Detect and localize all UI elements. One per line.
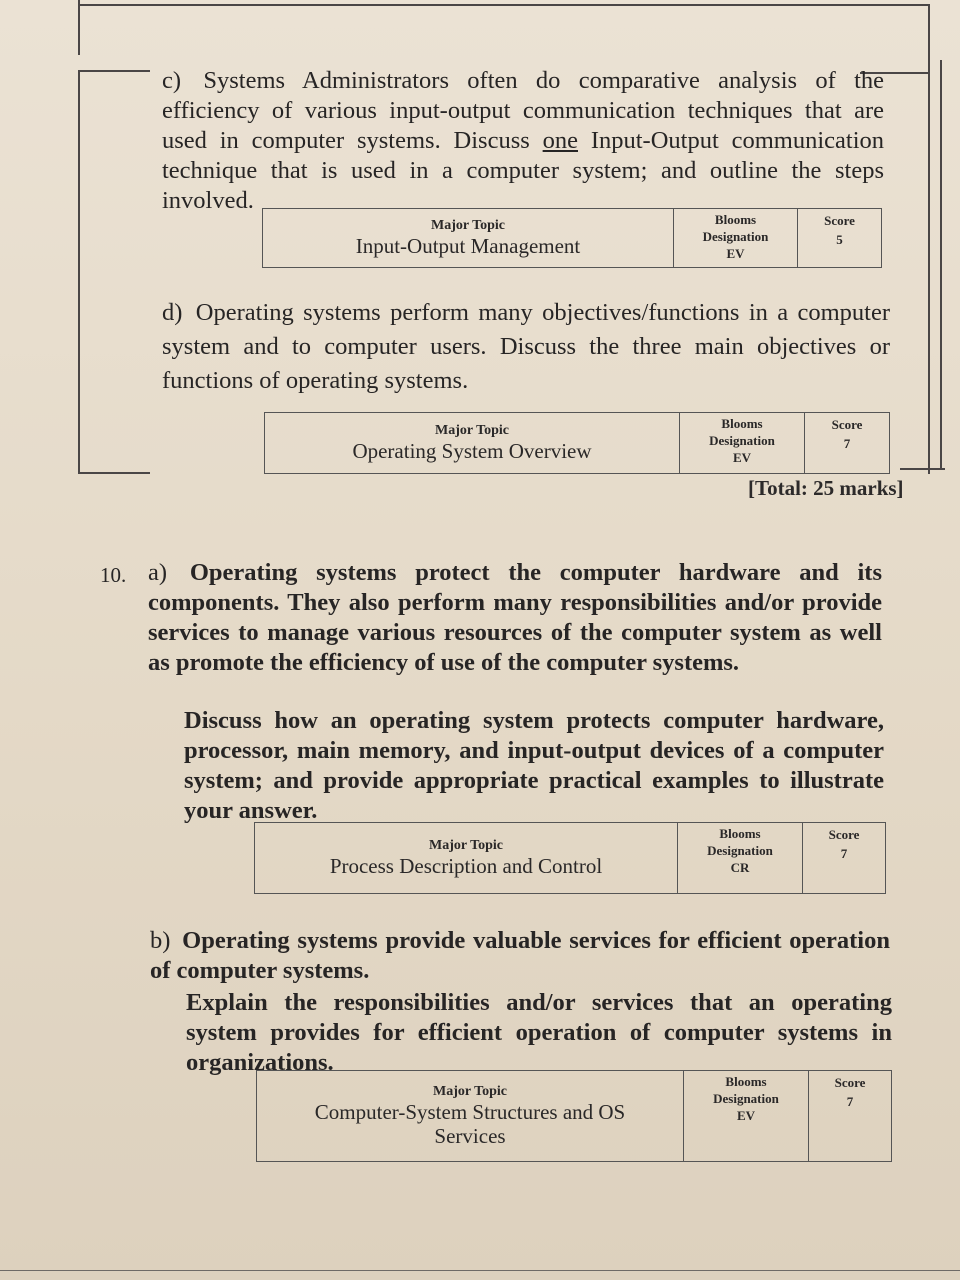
right-border-line bbox=[928, 4, 930, 474]
blooms-designation-value: CR bbox=[730, 859, 750, 875]
blooms-label: Blooms bbox=[719, 826, 761, 841]
question-emphasis: one bbox=[542, 127, 578, 154]
question-label: c) bbox=[162, 67, 182, 94]
section-divider-line bbox=[80, 70, 150, 72]
question-d bbox=[162, 296, 890, 398]
top-border-line bbox=[78, 4, 930, 6]
score-label: Score bbox=[834, 1075, 866, 1090]
question-text: Operating systems provide valuable services for efficient operation of computer systems. bbox=[150, 927, 890, 984]
score-value: 7 bbox=[840, 845, 848, 861]
major-topic-cell bbox=[255, 823, 678, 893]
major-topic-label: Major Topic bbox=[428, 837, 504, 853]
bottom-divider-line bbox=[0, 1270, 960, 1271]
blooms-designation-value: EV bbox=[726, 245, 745, 261]
major-topic-label: Major Topic bbox=[430, 217, 506, 233]
section-divider-line bbox=[80, 472, 150, 474]
question-label: b) bbox=[150, 927, 171, 954]
question-number: 10. bbox=[100, 563, 127, 587]
question-c bbox=[162, 66, 884, 216]
blooms-cell bbox=[680, 413, 805, 473]
blooms-label: Blooms bbox=[714, 212, 757, 227]
major-topic-value: Process Description and Control bbox=[329, 853, 603, 878]
designation-label: Designation bbox=[702, 228, 769, 244]
score-label: Score bbox=[831, 417, 863, 432]
question-text: Explain the responsibilities and/or services that an operating system provides for efficient operation of computer systems in organizations. bbox=[186, 989, 892, 1076]
blooms-designation-value: EV bbox=[732, 449, 752, 465]
question-d-meta-table bbox=[264, 412, 890, 474]
score-cell bbox=[798, 209, 881, 267]
question-10b bbox=[150, 926, 890, 986]
question-c-meta-table bbox=[262, 208, 882, 268]
question-text: Discuss how an operating system protects computer hardware, processor, main memory, and input-output devices of a computer system; and provide appropriate practical examples to illustrate your answer. bbox=[184, 707, 884, 824]
question-10b-part2 bbox=[186, 988, 892, 1078]
question-text-after: Input-Output communication technique that is used in a computer system; and outline the steps involved. bbox=[162, 127, 885, 214]
blooms-label: Blooms bbox=[725, 1074, 767, 1089]
question-text: Operating systems perform many objectives/functions in a computer system and to computer users. Discuss the three main objectives or functions of operating systems. bbox=[162, 299, 891, 394]
question-text: Systems Administrators often do comparative analysis of the efficiency of various input-output communication techniques that are used in computer systems. Discuss bbox=[162, 67, 884, 154]
question-10a bbox=[148, 558, 882, 678]
left-border-line bbox=[78, 70, 80, 474]
blooms-cell bbox=[678, 823, 803, 893]
score-value: 7 bbox=[843, 435, 851, 451]
score-value: 5 bbox=[836, 231, 843, 247]
score-label: Score bbox=[828, 827, 860, 842]
designation-label: Designation bbox=[709, 432, 775, 448]
score-value: 7 bbox=[846, 1093, 854, 1109]
blooms-cell bbox=[674, 209, 798, 267]
score-cell bbox=[803, 823, 885, 893]
score-cell bbox=[805, 413, 889, 473]
major-topic-value: Operating System Overview bbox=[352, 438, 592, 463]
major-topic-cell bbox=[257, 1071, 684, 1161]
blooms-cell bbox=[684, 1071, 809, 1161]
section-divider-line bbox=[900, 468, 945, 470]
question-label: d) bbox=[162, 299, 183, 326]
question-10b-meta-table bbox=[256, 1070, 892, 1162]
score-label: Score bbox=[824, 213, 855, 228]
question-label: a) bbox=[148, 559, 168, 586]
right-border-line bbox=[940, 60, 942, 470]
question-10a-meta-table bbox=[254, 822, 886, 894]
question-10a-part2 bbox=[184, 706, 884, 826]
designation-label: Designation bbox=[713, 1090, 779, 1106]
designation-label: Designation bbox=[707, 842, 773, 858]
blooms-designation-value: EV bbox=[736, 1107, 756, 1123]
major-topic-label: Major Topic bbox=[432, 1083, 508, 1099]
major-topic-value: Computer-System Structures and OS Services bbox=[314, 1099, 626, 1149]
major-topic-cell bbox=[263, 209, 674, 267]
score-cell bbox=[809, 1071, 891, 1161]
total-marks: [Total: 25 marks] bbox=[748, 476, 904, 500]
top-border-line bbox=[78, 0, 80, 55]
blooms-label: Blooms bbox=[721, 416, 763, 431]
major-topic-value: Input-Output Management bbox=[355, 233, 581, 258]
question-text: Operating systems protect the computer hardware and its components. They also perform many responsibilities and/or provide services to manage various resources of the computer system as well as promote the efficiency of use of the computer systems. bbox=[148, 559, 882, 676]
major-topic-cell bbox=[265, 413, 680, 473]
major-topic-label: Major Topic bbox=[434, 422, 510, 438]
